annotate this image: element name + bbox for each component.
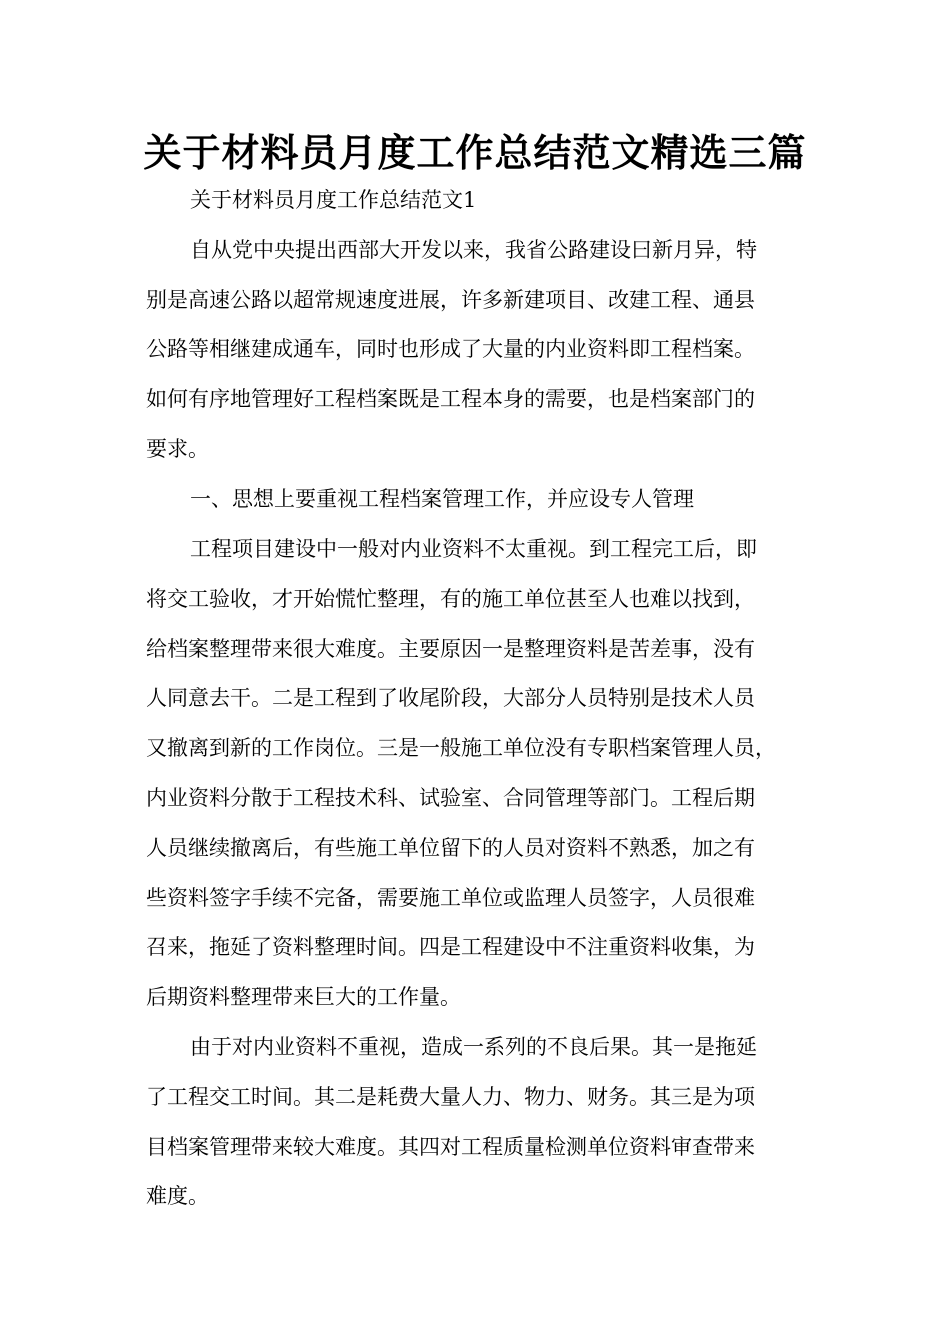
- paragraph-line: 人同意去干。二是工程到了收尾阶段，大部分人员特别是技术人员: [146, 686, 755, 710]
- paragraph-line: 工程项目建设中一般对内业资料不太重视。到工程完工后，即: [190, 537, 757, 561]
- section-heading: 一、思想上要重视工程档案管理工作，并应设专人管理: [190, 487, 694, 511]
- paragraph-line: 难度。: [146, 1184, 209, 1208]
- paragraph-line: 自从党中央提出西部大开发以来，我省公路建设曰新月异，特: [190, 238, 757, 262]
- document-title: 关于材料员月度工作总结范文精选三篇: [143, 131, 807, 175]
- paragraph-line: 些资料签字手续不完备，需要施工单位或监理人员签字，人员很难: [146, 886, 755, 910]
- paragraph-line: 后期资料整理带来巨大的工作量。: [146, 985, 461, 1009]
- paragraph-line: 给档案整理带来很大难度。主要原因一是整理资料是苦差事，没有: [146, 637, 755, 661]
- paragraph-line: 又撤离到新的工作岗位。三是一般施工单位没有专职档案管理人员，: [146, 736, 776, 760]
- paragraph-line: 由于对内业资料不重视，造成一系列的不良后果。其一是拖延: [190, 1035, 757, 1059]
- paragraph-line: 将交工验收，才开始慌忙整理，有的施工单位甚至人也难以找到，: [146, 587, 755, 611]
- paragraph-line: 人员继续撤离后，有些施工单位留下的人员对资料不熟悉，加之有: [146, 836, 755, 860]
- paragraph-line: 召来，拖延了资料整理时间。四是工程建设中不注重资料收集，为: [146, 935, 755, 959]
- paragraph-line: 要求。: [146, 437, 209, 461]
- paragraph-line: 了工程交工时间。其二是耗费大量人力、物力、财务。其三是为项: [146, 1085, 755, 1109]
- paragraph-line: 内业资料分散于工程技术科、试验室、合同管理等部门。工程后期: [146, 786, 755, 810]
- paragraph-line: 目档案管理带来较大难度。其四对工程质量检测单位资料审查带来: [146, 1135, 755, 1159]
- section-subtitle: 关于材料员月度工作总结范文1: [190, 188, 477, 212]
- paragraph-line: 如何有序地管理好工程档案既是工程本身的需要，也是档案部门的: [146, 387, 755, 411]
- paragraph-line: 公路等相继建成通车，同时也形成了大量的内业资料即工程档案。: [146, 337, 755, 361]
- paragraph-line: 别是高速公路以超常规速度进展，许多新建项目、改建工程、通县: [146, 288, 755, 312]
